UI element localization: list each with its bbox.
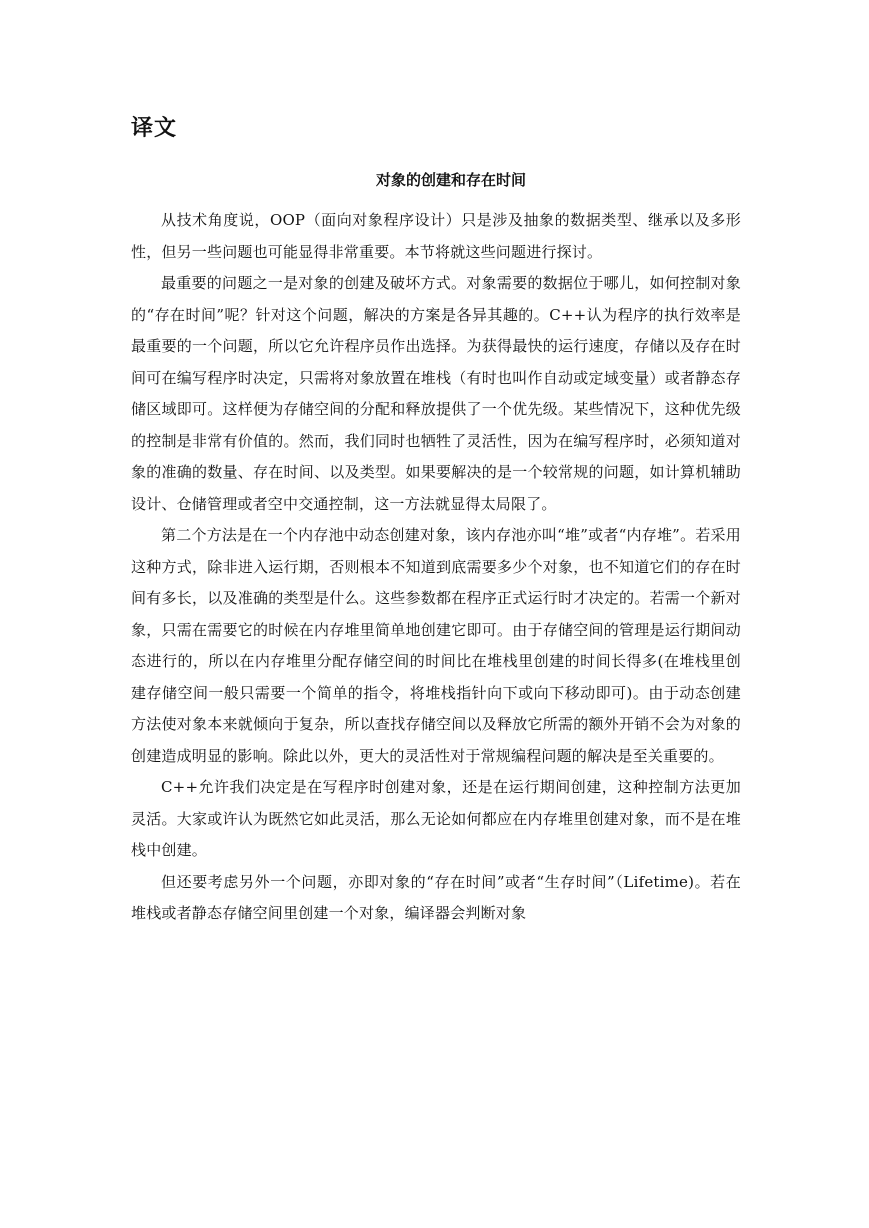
paragraph-3: 第二个方法是在一个内存池中动态创建对象，该内存池亦叫“堆”或者“内存堆”。若采用这种方式，除非进入运行期，否则根本不知道到底需要多少个对象，也不知道它们的存在时间有多长，以及准确的类型是什么。这些参数都在程序正式运行时才决定的。若需一个新对象，只需在需要它的时候在内存堆里简单地创建它即可。由于存储空间的管理是运行期间动态进行的，所以在内存堆里分配存储空间的时间比在堆栈里创建的时间长得多(在堆栈里创建存储空间一般只需要一个简单的指令，将堆栈指针向下或向下移动即可)。由于动态创建方法使对象本来就倾向于复杂，所以查找存储空间以及释放它所需的额外开销不会为对象的创建造成明显的影响。除此以外，更大的灵活性对于常规编程问题的解决是至关重要的。 [131,526,741,765]
section-heading: 译文 [131,116,178,141]
paragraph-1: 从技术角度说，OOP（面向对象程序设计）只是涉及抽象的数据类型、继承以及多形性，但另一些问题也可能显得非常重要。本节将就这些问题进行探讨。 [131,211,741,261]
article-body [131,205,741,930]
paragraph-4: C++允许我们决定是在写程序时创建对象，还是在运行期间创建，这种控制方法更加灵活。大家或许认为既然它如此灵活，那么无论如何都应在内存堆里创建对象，而不是在堆栈中创建。 [131,778,741,859]
article-title: 对象的创建和存在时间 [375,171,526,189]
paragraph-5: 但还要考虑另外一个问题，亦即对象的“存在时间”或者“生存时间”（Lifetime)。若在堆栈或者静态存储空间里创建一个对象，编译器会判断对象 [131,872,741,922]
paragraph-2: 最重要的问题之一是对象的创建及破坏方式。对象需要的数据位于哪儿，如何控制对象的“存在时间”呢？针对这个问题，解决的方案是各异其趣的。C++认为程序的执行效率是最重要的一个问题，所以它允许程序员作出选择。为获得最快的运行速度，存储以及存在时间可在编写程序时决定，只需将对象放置在堆栈（有时也叫作自动或定域变量）或者静态存储区域即可。这样便为存储空间的分配和释放提供了一个优先级。某些情况下，这种优先级的控制是非常有价值的。然而，我们同时也牺牲了灵活性，因为在编写程序时，必须知道对象的准确的数量、存在时间、以及类型。如果要解决的是一个较常规的问题，如计算机辅助设计、仓储管理或者空中交通控制，这一方法就显得太局限了。 [131,274,741,513]
